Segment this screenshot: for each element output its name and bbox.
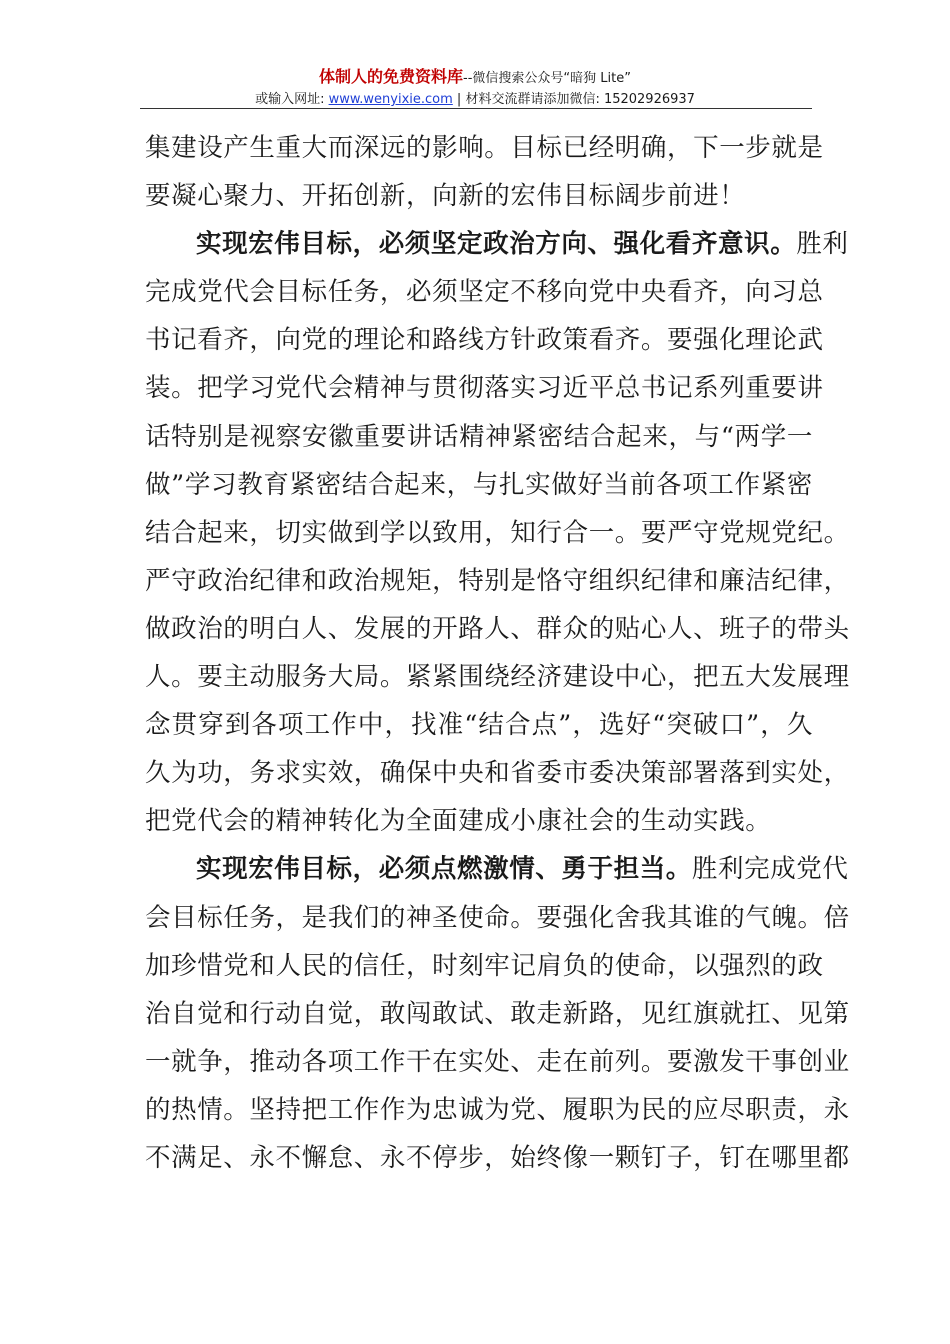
url-prefix: 或输入网址:: [255, 92, 329, 107]
text-run: 胜利完成党代: [691, 854, 849, 885]
document-body: [145, 124, 850, 1182]
text-line: 的热情。坚持把工作作为忠诚为党、履职为民的应尽职责，永: [145, 1094, 850, 1125]
text-line: 话特别是视察安徽重要讲话精神紧密结合起来，与“两学一: [145, 421, 813, 452]
paragraph: [145, 124, 824, 220]
text-line: 一就争，推动各项工作干在实处、走在前列。要激发干事创业: [145, 1046, 850, 1077]
text-line: 结合起来，切实做到学以致用，知行合一。要严守党规党纪。: [145, 517, 850, 548]
header-divider: [140, 108, 812, 109]
text-line: 书记看齐，向党的理论和路线方针政策看齐。要强化理论武: [145, 325, 824, 356]
text-line: 装。把学习党代会精神与贯彻落实习近平总书记系列重要讲: [145, 373, 824, 404]
text-line: 久为功，务求实效，确保中央和省委市委决策部署落到实处，: [145, 758, 850, 789]
contact-info: | 材料交流群请添加微信: 15202926937: [452, 92, 695, 107]
paragraph: [145, 220, 850, 845]
brand-name: 体制人的免费资料库: [319, 67, 464, 86]
text-line: [145, 845, 849, 893]
website-link[interactable]: www.wenyixie.com: [328, 92, 453, 107]
paragraph-lead: 实现宏伟目标，必须坚定政治方向、强化看齐意识。: [196, 229, 797, 260]
header-title-line: [140, 66, 810, 90]
text-line: 做”学习教育紧密结合起来，与扎实做好当前各项工作紧密: [145, 469, 813, 500]
text-line: 念贯穿到各项工作中，找准“结合点”，选好“突破口”，久: [145, 710, 813, 741]
text-line: 要凝心聚力、开拓创新，向新的宏伟目标阔步前进！: [145, 181, 746, 212]
header-tagline: --微信搜索公众号“暗狗 Lite”: [463, 71, 631, 86]
text-line: 治自觉和行动自觉，敢闯敢试、敢走新路，见红旗就扛、见第: [145, 998, 850, 1029]
text-run: 胜利: [796, 229, 849, 260]
text-line: 把党代会的精神转化为全面建成小康社会的生动实践。: [145, 806, 772, 837]
text-line: 不满足、永不懈怠、永不停步，始终像一颗钉子，钉在哪里都: [145, 1142, 850, 1173]
paragraph-lead: 实现宏伟目标，必须点燃激情、勇于担当。: [196, 854, 692, 885]
text-line: 集建设产生重大而深远的影响。目标已经明确，下一步就是: [145, 133, 824, 163]
text-line: 会目标任务，是我们的神圣使命。要强化舍我其谁的气魄。倍: [145, 902, 850, 933]
text-line: 严守政治纪律和政治规矩，特别是恪守组织纪律和廉洁纪律，: [145, 565, 850, 596]
text-line: [145, 220, 849, 268]
page-header: [140, 66, 810, 110]
header-contact-line: [140, 90, 810, 110]
text-line: 做政治的明白人、发展的开路人、群众的贴心人、班子的带头: [145, 613, 850, 644]
paragraph: [145, 845, 850, 1182]
text-line: 加珍惜党和人民的信任，时刻牢记肩负的使命，以强烈的政: [145, 950, 824, 981]
text-line: 人。要主动服务大局。紧紧围绕经济建设中心，把五大发展理: [145, 662, 850, 693]
text-line: 完成党代会目标任务，必须坚定不移向党中央看齐，向习总: [145, 277, 824, 308]
